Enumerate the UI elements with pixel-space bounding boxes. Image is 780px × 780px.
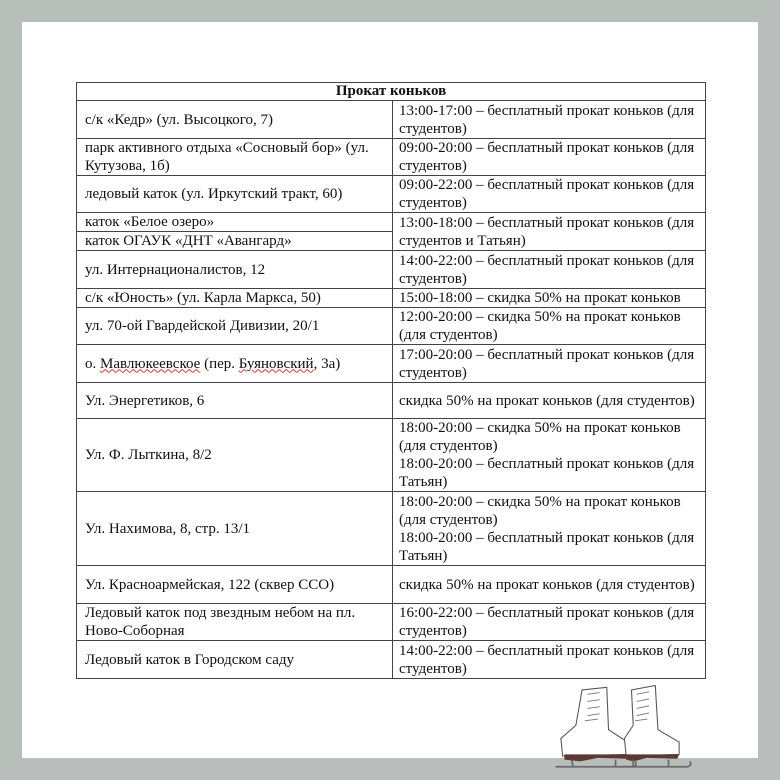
- info-cell: 16:00-22:00 – бесплатный прокат коньков (для студентов): [393, 604, 706, 641]
- info-line: 18:00-20:00 – скидка 50% на прокат коньков (для студентов): [399, 493, 681, 528]
- place-cell: [77, 345, 393, 383]
- table-row: [77, 101, 706, 139]
- place-cell: каток ОГАУК «ДНТ «Авангард»: [77, 232, 393, 251]
- info-cell: 09:00-20:00 – бесплатный прокат коньков (для студентов): [393, 139, 706, 176]
- text: Мавлюкеевское: [100, 355, 201, 372]
- place-cell: каток «Белое озеро»: [77, 213, 393, 232]
- table-row: [77, 139, 706, 176]
- info-cell: 17:00-20:00 – бесплатный прокат коньков (для студентов): [393, 345, 706, 383]
- info-cell: скидка 50% на прокат коньков (для студентов): [393, 383, 706, 419]
- table-row: [77, 251, 706, 289]
- table-row: [77, 176, 706, 213]
- table-title: Прокат коньков: [77, 83, 706, 101]
- table-row: [77, 383, 706, 419]
- place-cell: парк активного отдыха «Сосновый бор» (ул. Кутузова, 1б): [77, 139, 393, 176]
- info-cell: 14:00-22:00 – бесплатный прокат коньков (для студентов): [393, 641, 706, 679]
- info-cell: [393, 419, 706, 492]
- info-cell: 14:00-22:00 – бесплатный прокат коньков (для студентов): [393, 251, 706, 289]
- info-cell: 13:00-18:00 – бесплатный прокат коньков (для студентов и Татьян): [393, 213, 706, 251]
- table-row: [77, 289, 706, 308]
- text: о.: [85, 355, 100, 372]
- table-row: [77, 641, 706, 679]
- place-cell: Ул. Энергетиков, 6: [77, 383, 393, 419]
- table-row: [77, 345, 706, 383]
- table-row: [77, 604, 706, 641]
- place-cell: Ул. Нахимова, 8, стр. 13/1: [77, 492, 393, 566]
- info-line: 18:00-20:00 – бесплатный прокат коньков (для Татьян): [399, 456, 695, 490]
- info-cell: 12:00-20:00 – скидка 50% на прокат коньков (для студентов): [393, 308, 706, 345]
- place-cell: Ледовый каток под звездным небом на пл. Ново-Соборная: [77, 604, 393, 641]
- table-row: [77, 213, 706, 232]
- place-cell: Ледовый каток в Городском саду: [77, 641, 393, 679]
- place-cell: Ул. Красноармейская, 122 (сквер ССО): [77, 566, 393, 604]
- text: Буяновский: [238, 355, 314, 372]
- info-cell: 13:00-17:00 – бесплатный прокат коньков (для студентов): [393, 101, 706, 139]
- info-cell: 09:00-22:00 – бесплатный прокат коньков (для студентов): [393, 176, 706, 213]
- info-cell: скидка 50% на прокат коньков (для студентов): [393, 566, 706, 604]
- text: , 3а): [313, 355, 341, 372]
- info-cell: 15:00-18:00 – скидка 50% на прокат коньков: [393, 289, 706, 308]
- info-cell: [393, 492, 706, 566]
- info-line: 18:00-20:00 – бесплатный прокат коньков (для Татьян): [399, 529, 695, 564]
- content-area: [76, 82, 705, 773]
- place-cell: ул. 70-ой Гвардейской Дивизии, 20/1: [77, 308, 393, 345]
- place-cell: Ул. Ф. Лыткина, 8/2: [77, 419, 393, 492]
- info-line: 18:00-20:00 – скидка 50% на прокат коньков (для студентов): [399, 420, 681, 454]
- table-row: [77, 419, 706, 492]
- place-cell: с/к «Юность» (ул. Карла Маркса, 50): [77, 289, 393, 308]
- table-row: [77, 566, 706, 604]
- ice-skates-icon: [545, 681, 695, 773]
- table-row: [77, 492, 706, 566]
- skate-rental-table: [76, 82, 706, 679]
- place-cell: с/к «Кедр» (ул. Высоцкого, 7): [77, 101, 393, 139]
- place-cell: ледовый каток (ул. Иркутский тракт, 60): [77, 176, 393, 213]
- text: (пер.: [200, 355, 239, 372]
- place-cell: ул. Интернационалистов, 12: [77, 251, 393, 289]
- table-row: [77, 308, 706, 345]
